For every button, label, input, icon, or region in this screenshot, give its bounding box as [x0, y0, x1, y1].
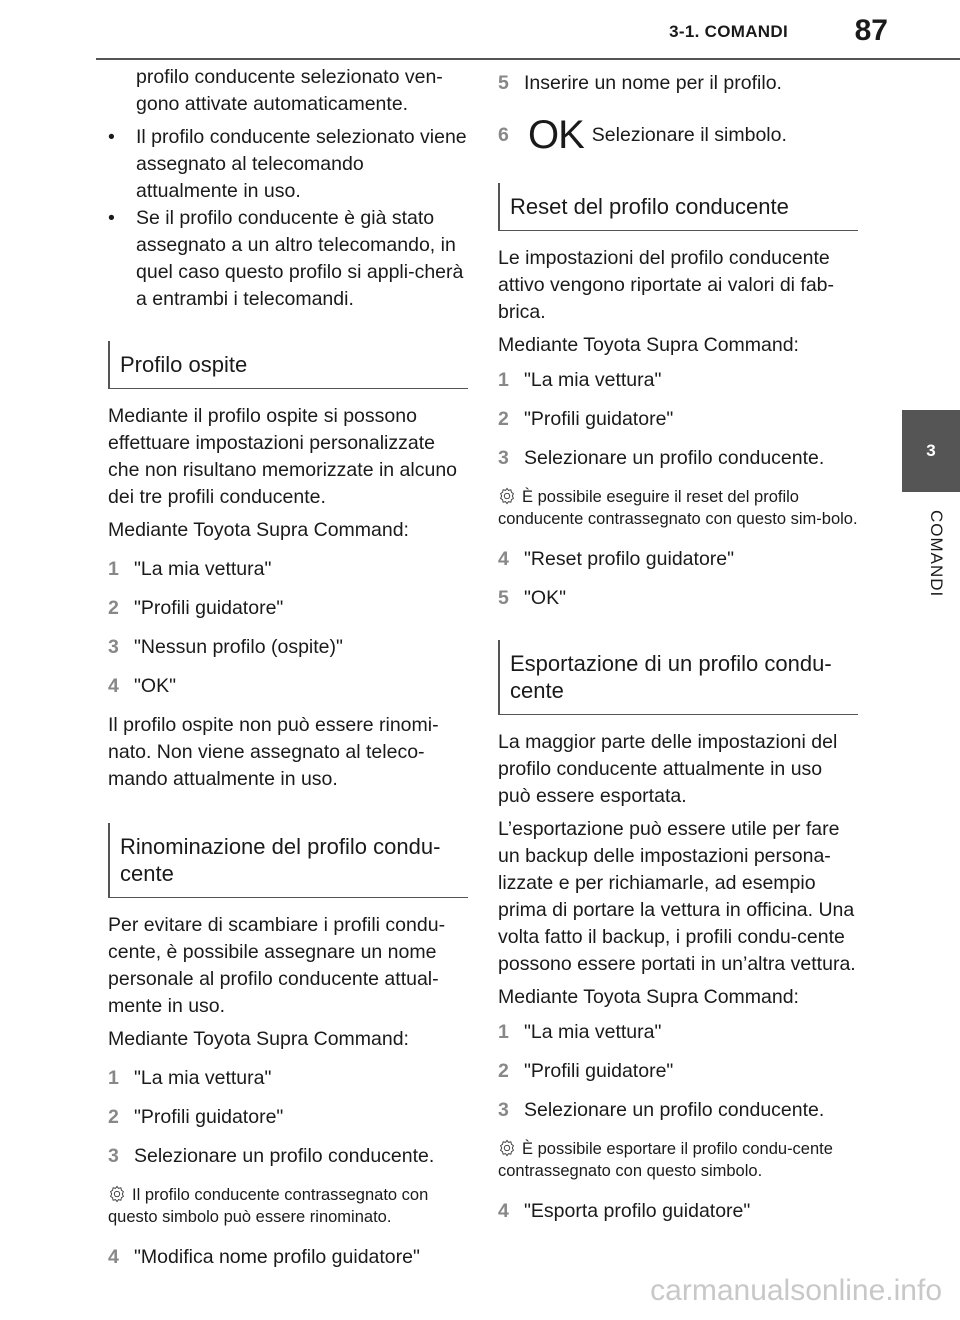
step: 2 "Profili guidatore"	[108, 597, 284, 619]
step: 1 "La mia vettura"	[108, 1067, 272, 1089]
gear-icon	[498, 487, 516, 505]
step: 4 "Reset profilo guidatore"	[498, 548, 735, 570]
step: 2 "Profili guidatore"	[498, 408, 674, 430]
heading-export-profile: Esportazione di un profilo condu-cente	[498, 640, 858, 715]
page-header	[0, 0, 960, 62]
intro-continuation: profilo conducente selezionato ven-gono attivate automaticamente.	[136, 66, 443, 115]
export-note: È possibile esportare il profilo condu-cente contrassegnato con questo simbolo.	[498, 1140, 833, 1180]
reset-paragraph: Le impostazioni del profilo conducente attivo vengono riportate ai valori di fab-brica.	[498, 247, 835, 323]
rename-note: Il profilo conducente contrassegnato con questo simbolo può essere rinominato.	[108, 1186, 429, 1226]
export-paragraph: L’esportazione può essere utile per fare un backup delle impostazioni persona-lizzate e per richiamarle, ad esempio prima di portare la vettura in officina. Una volta fatto il backup, i profili condu-cente possono essere portati in un’altra vettura.	[498, 818, 856, 975]
step: 3 Selezionare un profilo conducente.	[108, 1145, 435, 1167]
gear-icon	[108, 1185, 126, 1203]
chapter-tab: 3	[902, 410, 960, 492]
guest-note-paragraph: Il profilo ospite non può essere rinomi-nato. Non viene assegnato al teleco-mando attualmente in uso.	[108, 714, 439, 790]
heading-guest-profile: Profilo ospite	[108, 341, 468, 389]
step-ok-symbol: 6 OK Selezionare il simbolo.	[498, 113, 787, 157]
step: 4 "Modifica nome profilo guidatore"	[108, 1246, 420, 1268]
watermark: carmanualsonline.info	[650, 1274, 942, 1307]
guest-paragraph: Mediante il profilo ospite si possono effettuare impostazioni personalizzate che non risultano memorizzate in alcuno dei tre profili conducente.	[108, 405, 458, 508]
step: 1 "La mia vettura"	[498, 369, 662, 391]
step: 3 "Nessun profilo (ospite)"	[108, 636, 343, 658]
step: 1 "La mia vettura"	[498, 1021, 662, 1043]
heading-reset-profile: Reset del profilo conducente	[498, 183, 858, 231]
step: 5 Inserire un nome per il profilo.	[498, 72, 782, 94]
step: 3 Selezionare un profilo conducente.	[498, 1099, 825, 1121]
step: 2 "Profili guidatore"	[108, 1106, 284, 1128]
page-number: 87	[854, 14, 888, 47]
rename-command: Mediante Toyota Supra Command:	[108, 1028, 409, 1050]
reset-note: È possibile eseguire il reset del profilo conducente contrassegnato con questo sim-bolo.	[498, 488, 858, 528]
step: 3 Selezionare un profilo conducente.	[498, 447, 825, 469]
left-column	[108, 64, 468, 1283]
reset-command: Mediante Toyota Supra Command:	[498, 334, 799, 356]
chapter-label: COMANDI	[927, 510, 946, 598]
heading-rename-profile: Rinominazione del profilo condu-cente	[108, 823, 468, 898]
gear-icon	[498, 1139, 516, 1157]
bullet-item: • Se il profilo conducente è già stato assegnato a un altro telecomando, in quel caso questo profilo si appli-cherà a entrambi i telecomandi.	[108, 207, 464, 310]
ok-symbol-icon: OK	[528, 113, 584, 157]
rename-paragraph: Per evitare di scambiare i profili condu-cente, è possibile assegnare un nome personale al profilo conducente attual-mente in uso.	[108, 914, 446, 1017]
export-paragraph: La maggior parte delle impostazioni del profilo conducente attualmente in uso può essere esportata.	[498, 731, 838, 807]
right-column	[498, 64, 858, 1237]
export-command: Mediante Toyota Supra Command:	[498, 986, 799, 1008]
step: 4 "OK"	[108, 675, 177, 697]
step: 2 "Profili guidatore"	[498, 1060, 674, 1082]
step: 1 "La mia vettura"	[108, 558, 272, 580]
header-rule	[96, 58, 960, 60]
step: 5 "OK"	[498, 587, 567, 609]
step: 4 "Esporta profilo guidatore"	[498, 1200, 751, 1222]
bullet-item: • Il profilo conducente selezionato viene assegnato al telecomando attualmente in uso.	[108, 126, 467, 202]
section-title: 3-1. COMANDI	[669, 22, 788, 41]
guest-command: Mediante Toyota Supra Command:	[108, 519, 409, 541]
